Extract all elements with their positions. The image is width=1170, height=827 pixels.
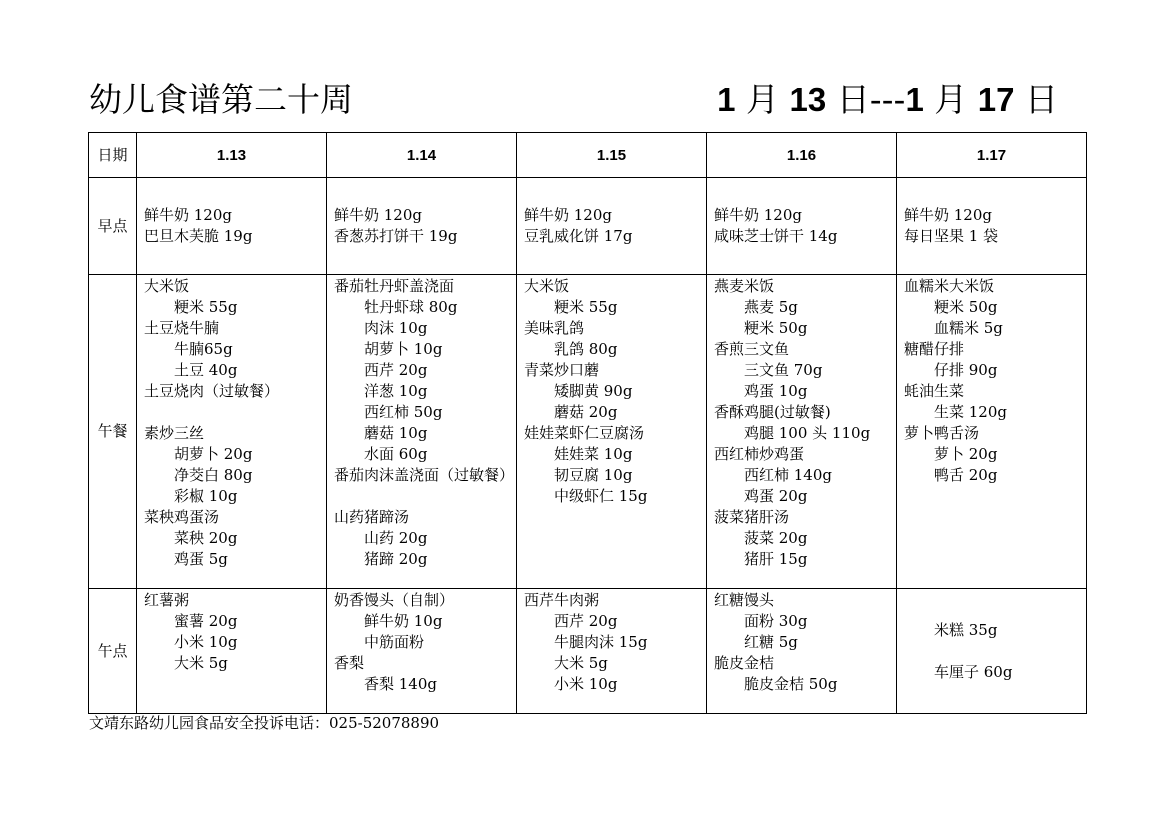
breakfast-cell [707,178,897,275]
menu-line: 牛腩65g [144,340,233,358]
menu-line: 血糯米大米饭 [904,277,995,295]
menu-line: 娃娃菜 10g [524,445,633,463]
lunch-items [897,275,1086,486]
lunch-cell [517,275,707,589]
lunch-items [517,275,706,507]
breakfast-row [89,178,1087,275]
menu-line: 车厘子 60g [904,662,1013,681]
menu-line: 彩椒 10g [144,487,238,505]
menu-line: 菠菜猪肝汤 [714,508,790,526]
snack-items [137,589,326,674]
breakfast-items [897,178,1086,247]
breakfast-label: 早点 [89,178,137,275]
menu-line: 鸡蛋 20g [714,487,808,505]
menu-line: 蜜薯 20g [144,612,238,630]
day-header: 1.14 [327,133,517,178]
menu-line: 糖醋仔排 [904,340,965,358]
menu-line: 米糕 35g [904,620,998,639]
menu-line: 西红柿炒鸡蛋 [714,445,805,463]
day-header: 1.13 [137,133,327,178]
menu-line: 仔排 90g [904,361,998,379]
date-unit-month: 月 [735,80,790,119]
menu-line: 鲜牛奶 120g [714,206,803,224]
menu-line: 土豆烧牛腩 [144,319,220,337]
menu-line: 水面 60g [334,445,428,463]
menu-line: 美味乳鸽 [524,319,585,337]
menu-line: 生菜 120g [904,403,1008,421]
menu-line: 鲜牛奶 120g [144,206,233,224]
menu-line: 萝卜 20g [904,445,998,463]
menu-line: 土豆烧肉（过敏餐） [144,382,280,400]
menu-line: 鲜牛奶 120g [334,206,423,224]
menu-line: 菜秧鸡蛋汤 [144,508,220,526]
menu-line: 血糯米 5g [904,319,1003,337]
menu-line: 牛腿肉沫 15g [524,633,648,651]
date-unit-day: 日 [1014,80,1058,119]
menu-line: 咸味芝士饼干 14g [714,227,838,245]
menu-line: 番茄肉沫盖浇面（过敏餐） [334,466,515,484]
snack-cell [897,589,1087,714]
menu-line: 大米饭 [524,277,570,295]
menu-line: 红糖 5g [714,633,798,651]
menu-line: 香梨 140g [334,675,438,693]
menu-line: 韧豆腐 10g [524,466,633,484]
menu-line: 鸡腿 100 头 110g [714,424,871,442]
menu-line: 娃娃菜虾仁豆腐汤 [524,424,645,442]
menu-line: 粳米 50g [714,319,808,337]
menu-line: 西芹 20g [524,612,618,630]
menu-line [144,402,320,423]
menu-line: 小米 10g [144,633,238,651]
menu-line: 燕麦米饭 [714,277,775,295]
menu-line: 番茄牡丹虾盖浇面 [334,277,455,295]
menu-line: 粳米 55g [524,298,618,316]
menu-line: 洋葱 10g [334,382,428,400]
menu-line: 粳米 55g [144,298,238,316]
date-end-month: 1 [905,81,924,118]
menu-line: 西红柿 50g [334,403,443,421]
snack-cell [137,589,327,714]
snack-cell [707,589,897,714]
day-header: 1.17 [897,133,1087,178]
menu-line: 鲜牛奶 10g [334,612,443,630]
menu-line: 胡萝卜 20g [144,445,253,463]
menu-line: 豆乳威化饼 17g [524,227,633,245]
menu-line: 萝卜鸭舌汤 [904,424,980,442]
breakfast-items [137,178,326,247]
menu-line: 中筋面粉 [334,633,425,651]
day-header: 1.15 [517,133,707,178]
menu-line: 肉沫 10g [334,319,428,337]
menu-line: 三文鱼 70g [714,361,823,379]
menu-line: 脆皮金桔 [714,654,775,672]
menu-line: 红薯粥 [144,591,190,609]
menu-line: 乳鸽 80g [524,340,618,358]
snack-items [707,589,896,695]
menu-line: 脆皮金桔 50g [714,675,838,693]
menu-line: 奶香馒头（自制） [334,591,455,609]
menu-line: 中级虾仁 15g [524,487,648,505]
menu-line: 红糖馒头 [714,591,775,609]
menu-line: 鸡蛋 10g [714,382,808,400]
menu-line: 牡丹虾球 80g [334,298,458,316]
menu-table [88,132,1087,714]
menu-line: 香葱苏打饼干 19g [334,227,458,245]
snack-label: 午点 [89,589,137,714]
menu-line: 巴旦木芙脆 19g [144,227,253,245]
menu-line: 土豆 40g [144,361,238,379]
date-start-day: 13 [789,81,827,118]
breakfast-cell [517,178,707,275]
date-unit-day-separator: 日--- [826,80,906,119]
date-range [717,78,1058,122]
lunch-row [89,275,1087,589]
menu-line: 粳米 50g [904,298,998,316]
lunch-cell [707,275,897,589]
date-end-day: 17 [977,81,1015,118]
breakfast-items [707,178,896,247]
menu-line [334,486,510,507]
breakfast-cell [897,178,1087,275]
lunch-items [137,275,326,570]
menu-line: 鸡蛋 5g [144,550,228,568]
lunch-items [707,275,896,570]
menu-line: 蚝油生菜 [904,382,965,400]
snack-cell [517,589,707,714]
menu-line: 每日坚果 1 袋 [904,227,999,245]
menu-line: 菜秧 20g [144,529,238,547]
breakfast-cell [327,178,517,275]
menu-line: 净茭白 80g [144,466,253,484]
menu-line: 西红柿 140g [714,466,833,484]
date-unit-month: 月 [923,80,978,119]
snack-items [517,589,706,695]
lunch-cell [897,275,1087,589]
menu-line [904,641,1080,662]
menu-line: 蘑菇 10g [334,424,428,442]
lunch-cell [137,275,327,589]
menu-line: 香酥鸡腿(过敏餐) [714,403,831,421]
day-header: 1.16 [707,133,897,178]
lunch-items [327,275,516,570]
menu-line: 西芹牛肉粥 [524,591,600,609]
menu-line: 大米 5g [524,654,608,672]
snack-row [89,589,1087,714]
menu-line: 胡萝卜 10g [334,340,443,358]
menu-line: 菠菜 20g [714,529,808,547]
page-title: 幼儿食谱第二十周 [89,80,353,119]
snack-items [327,589,516,695]
breakfast-items [517,178,706,247]
lunch-label: 午餐 [89,275,137,589]
menu-line: 面粉 30g [714,612,808,630]
menu-line: 青菜炒口蘑 [524,361,600,379]
menu-line: 鲜牛奶 120g [904,206,993,224]
snack-cell [327,589,517,714]
date-start-month: 1 [717,81,736,118]
breakfast-cell [137,178,327,275]
menu-line: 西芹 20g [334,361,428,379]
menu-line: 燕麦 5g [714,298,798,316]
snack-items [897,620,1086,683]
menu-line: 小米 10g [524,675,618,693]
menu-line: 香煎三文鱼 [714,340,790,358]
menu-line: 大米饭 [144,277,190,295]
menu-line: 山药 20g [334,529,428,547]
menu-line: 大米 5g [144,654,228,672]
menu-line: 鸭舌 20g [904,466,998,484]
menu-line: 素炒三丝 [144,424,205,442]
complaint-hotline: 文靖东路幼儿园食品安全投诉电话：025-52078890 [89,714,440,732]
header-row [89,133,1087,178]
menu-line: 山药猪蹄汤 [334,508,410,526]
breakfast-items [327,178,516,247]
menu-line: 猪肝 15g [714,550,808,568]
lunch-cell [327,275,517,589]
menu-line: 猪蹄 20g [334,550,428,568]
menu-line: 香梨 [334,654,365,672]
menu-line: 矮脚黄 90g [524,382,633,400]
menu-line: 蘑菇 20g [524,403,618,421]
header-label: 日期 [89,133,137,178]
menu-line: 鲜牛奶 120g [524,206,613,224]
